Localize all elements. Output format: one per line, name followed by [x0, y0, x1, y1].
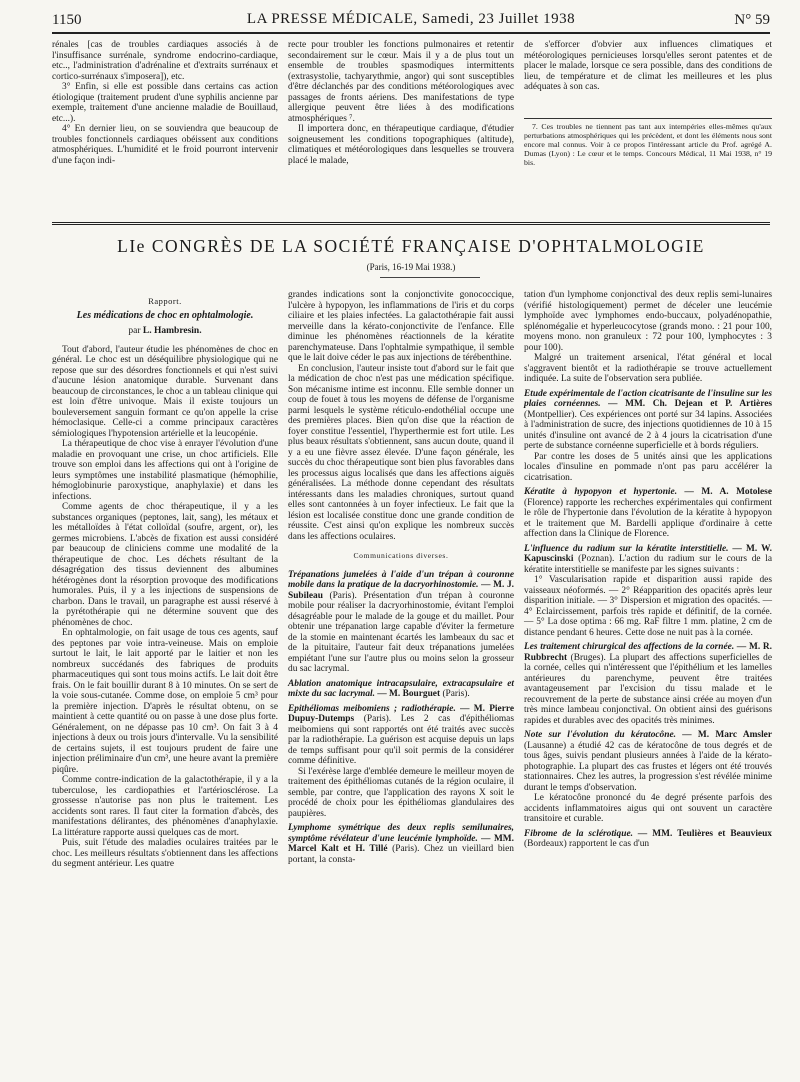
paragraph [288, 704, 514, 767]
paragraph: Le kératocône prononcé du 4e degré présente parfois des accidents inflammatoires aigus qui ont souvent un caractère transitoire et curable. [524, 793, 772, 824]
communication-text: Ces expériences ont porté sur 34 lapins. Associées à l'administration de sucre, des injections quotidiennes de 10 à 15 unités d'insuline ont avancé de 2 à 4 jours la cicatrisation d'une perte de substance cornéenne superficielle et à bords réguliers. [524, 409, 772, 451]
paragraph: Malgré un traitement arsenical, l'état général et local s'aggravent bientôt et la radiothérapie se trouve actuellement indiquée. La suite de l'observation sera publiée. [524, 353, 772, 384]
paragraph: Par contre les doses de 5 unités ainsi que les applications locales d'insuline en pommade n'ont pas paru accélérer la cicatrisation. [524, 451, 772, 483]
paragraph: Comme contre-indication de la galactothérapie, il y a la tuberculose, les cardiopathies et l'artériosclérose. La grossesse n'autorise pas non plus le traitement. Les accidents sont rares. Il faut citer la formation d'abcès, des manifestations délirantes, des phénomènes d'anaphylaxie. La littérature rapporte aussi quelques cas de mort. [52, 775, 278, 838]
issue-number: N° 59 [734, 12, 770, 28]
report-title: Les médications de choc en ophtalmologie. [76, 309, 254, 321]
communication-place: (Lausanne) [524, 740, 571, 751]
paragraph: 3° Enfin, si elle est possible dans certains cas action étiologique (traitement prudent d'une syphilis ancienne par exemple, traitement d'une ancienne maladie de Bouillaud, etc...). [52, 82, 278, 124]
running-header [52, 10, 770, 34]
communication-place: (Paris). [329, 590, 364, 601]
paragraph: En ophtalmologie, on fait usage de tous ces agents, sauf des peptones par voie intra-veineuse. Mais on emploie surtout le lait, le lait apporté par le laitier et non les nombreux succédanés des fabriques de produits pharmaceutiques qui sont tous moins actifs. Le lait doit être frais. On le fait bouillir durant 8 à 10 minutes. On se sert de la voie sous-cutanée. Comme dose, on emploie 5 cm³ pour la première injection. D'après le résultat obtenu, on se maintient à cette quantité ou on passe à une dose plus forte. Généralement, on ne dépasse pas 10 cm³. On fait 3 à 4 injections à deux ou trois jours d'intervalle. Vu la sensibilité de certains sujets, il est toujours prudent de faire une injection préliminaire d'un cm³, une heure avant la première piqûre. [52, 628, 278, 775]
communications-list [288, 570, 514, 866]
paragraph: Puis, suit l'étude des maladies oculaires traitées par le choc. Les meilleurs résultats s'obtiennent dans les affections du segment antérieur. Les quatre [52, 838, 278, 869]
communication-author: MM. Ch. Dejean et P. Artières [625, 399, 773, 409]
congress-title: LIe CONGRÈS DE LA SOCIÉTÉ FRANÇAISE D'OPHTALMOLOGIE [117, 236, 705, 256]
communication-title: Trépanations jumelées à l'aide d'un trépan à couronne mobile dans la pratique de la dacryorhinostomie. — [288, 569, 514, 590]
paragraph: Tout d'abord, l'auteur étudie les phénomènes de choc en général. Le choc est un déséquilibre physiologique qui ne repose que sur des désordres fonctionnels et qui n'est suivi d'aucune lésion anatomique durable. Survenant dans beaucoup de circonstances, le choc a un tableau clinique qui est loin d'être univoque. Mais il existe toujours un bouleversement sanguin formant ce qu'on appelle la crise hémoclasique. Celle-ci a comme principaux caractères sémiologiques l'hypotension artérielle et la leucopénie. [52, 344, 278, 439]
communication-place: (Poznan). [578, 554, 620, 564]
body-column-2-text [288, 290, 514, 542]
communication-title: Lymphome symétrique des deux replis semilunaires, symptôme révélateur d'une leucémie lymphoïde. — [288, 823, 514, 844]
communication-title: Fibrome de la sclérotique. — [524, 828, 653, 839]
top-column-1 [52, 40, 278, 166]
paragraph: tation d'un lymphome conjonctival des deux replis semi-lunaires (vérifié histologiquement) permet de déceler une leucémie lymphoïde avec lymphomes endo-buccaux, polyadénopathie, splénomégalie et hyperleucocytose (grands mono. : 21 pour 100, moyens mono. non granuleux : 72 pour 100, lymphocytes : 3 pour 100). [524, 290, 772, 353]
communication-text: La plupart des affections superficielles de la cornée, celles qui n'intéressent que l'épithélium et les lamelles antérieures du parenchyme, peuvent être traitées avantageusement par l'excision du tissu malade et le recouvrement de la perte de substance ainsi créée au moyen d'un très mince lambeau conjonctival. On obtient ainsi des guérisons rapides et durables avec des opacités très minimes. [524, 652, 772, 726]
communication-place: (Florence) [524, 497, 566, 508]
paragraph [524, 730, 772, 793]
communication-title: Les traitement chirurgical des affections de la cornée. — [524, 642, 749, 652]
section-divider [52, 222, 770, 225]
communication-place: (Bordeaux) [524, 839, 570, 849]
communication-place: (Montpellier). [524, 409, 580, 420]
communication-author: M. Pierre Dupuy-Dutemps [288, 703, 515, 724]
paragraph: grandes indications sont la conjonctivite gonococcique, l'ulcère à hypopyon, les inflammations de l'iris et du corps ciliaire et les plaies infectées. La galactothérapie fait aussi merveille dans la kérato-conjonctivite de l'enfance. Elle diminue les phénomènes réactionnels de la kératite parenchymateuse. Dans l'ophtalmie sympathique, il semble que le lait doive céder le pas aux injections de térébenthine. [288, 290, 514, 363]
communication-title: L'influence du radium sur la kératite interstitielle. — [524, 543, 747, 554]
communication-text: rapporte les recherches expérimentales qui confirment le rôle de l'hypertonie dans l'évolution de la kératite à hypopyon et le traitement que M. Bardelli applique d'ordinaire à cette affection dans la Clinique de Florence. [524, 497, 773, 539]
paragraph [288, 679, 514, 700]
communication-title: Ablation anatomique intracapsulaire, extracapsulaire et mixte du sac lacrymal. — [288, 678, 514, 699]
page-number: 1150 [52, 12, 82, 28]
paragraph [524, 642, 772, 726]
communication-author: M. Marc Amsler [697, 730, 772, 740]
paragraph: de s'efforcer d'obvier aux influences climatiques et météorologiques pernicieuses lorsqu'elles seront patentes et de placer le malade, lorsque ce sera possible, dans des conditions de lieu, de température et de climat les meilleures et les plus adéquates à son cas. [524, 40, 772, 92]
communication-author: M. Bourguet [389, 689, 443, 699]
paragraph: En conclusion, l'auteur insiste tout d'abord sur le fait que la médication de choc n'est pas une médication spécifique. Son mécanisme intime est inconnu. Elle semble donner un coup de fouet à tous les moyens de défense de l'organisme parmi lesquels le système réticulo-endothélial occupe une des premières places. Bien qu'on dise que la réaction de foyer constitue l'essentiel, l'hyperthermie est fort utile. Les plus beaux résultats s'obtiennent, sans aucun doute, quand il y a eu une fièvre assez élevée. D'une façon générale, les succès du choc thérapeutique sont bien plus favorables dans les processus aigus localisés que dans les affections aiguës généralisées. La méthode donne cependant des résultats intéressants dans les maladies chroniques, surtout quand elles sont cantonnées à un foyer infectieux. Le fait que la lésion est localisée constitue donc une grande condition de réussite. C'est ainsi qu'on explique les nombreux succès dans les affections oculaires. [288, 363, 514, 542]
body-column-2 [288, 290, 514, 865]
congress-subtitle: (Paris, 16-19 Mai 1938.) [366, 262, 456, 272]
report-author [52, 326, 278, 337]
communication-author: M. A. Motolese [701, 487, 772, 497]
paragraph: 4° En dernier lieu, on se souviendra que beaucoup de troubles fonctionnels cardiaques obéissent aux conditions atmosphériques. L'humidité et le froid pourront intervenir d'une façon indi- [52, 124, 278, 166]
communication-title: Kératite à hypopyon et hypertonie. — [524, 487, 702, 497]
top-column-2 [288, 40, 514, 166]
top-column-3 [524, 40, 772, 93]
communication-title: Note sur l'évolution du kératocône. — [524, 730, 698, 740]
paragraph: Comme agents de choc thérapeutique, il y a les substances organiques (peptones, lait, sang), les métaux et les métalloïdes à l'état colloïdal (soufre, argent, or), les germes microbiens. L'abcès de fixation est aussi considéré par beaucoup de cliniciens comme une modalité de la thérapeutique de choc. Les déchets résultant de la désagrégation des tissus deviennent des albumines hétérogènes dont la résorption provoque des modifications humorales. Puis, il y a les injections de suspensions de charbon. Dans le travail, un paragraphe est aussi réservé à la pyrétothérapie qui ne détermine souvent que des phénomènes de choc. [52, 502, 278, 628]
paragraph: recte pour troubler les fonctions pulmonaires et retentir secondairement sur le cœur. Mais il y a de plus tout un ensemble de troubles spasmodiques intermittents (extrasystolie, tachyarythmie, angor) qui sont susceptibles d'être déclanchés par des conditions météorologiques avec passages de fronts aériens. Des manifestations de type allergique peuvent être liées à des modifications atmosphériques ⁷. [288, 40, 514, 124]
communication-text: Chez un vieillard bien portant, la consta- [288, 844, 514, 865]
communications-label: Communications diverses. [353, 551, 449, 560]
communication-text: Les 2 cas d'épithéliomas meibomiens qui sont rapportés ont été traités avec succès par la radiothérapie. La guérison est acquise depuis un laps de temps suffisant pour qu'il soit permis de la considérer comme définitive. [288, 714, 514, 766]
body-column-3 [524, 290, 772, 850]
paragraph [524, 544, 772, 576]
footnote-text: 7. Ces troubles ne tiennent pas tant aux intempéries elles-mêmes qu'aux perturbations atmosphériques qui les précèdent, et dont les éléments nous sont encore mal connus. Voir à ce propos l'intéressant article du Prof. agrégé A. Dumas (Lyon) : Le cœur et le temps. Concours Médical, 11 Mai 1938, n° 19 bis. [524, 122, 772, 167]
paragraph: 1° Vascularisation rapide et disparition aussi rapide des vaisseaux néoformés. — 2° Réapparition des opacités après leur disparition initiale. — 3° Dispersion et migration des opacités. — 4° Eclaircissement, parfois très rapide et définitif, de la cornée. — 5° La dose optima : 66 mg. RaF filtre 1 mm. platine, 2 cm de distance pendant 6 heures. Cette dose ne nuit pas à la cornée. [524, 575, 772, 638]
communication-text: rapportent le cas d'un [569, 839, 650, 849]
paragraph [288, 823, 514, 865]
communication-title: Epithéliomas meibomiens ; radiothérapie. — [288, 703, 474, 714]
journal-title: LA PRESSE MÉDICALE, Samedi, 23 Juillet 1938 [246, 11, 576, 27]
body-column-1-text [52, 345, 278, 870]
paragraph: Si l'exérèse large d'emblée demeure le meilleur moyen de traitement des épithéliomas cutanés de la région oculaire, il semble, par contre, que l'application des rayons X soit le procédé de choix pour les épithéliomas glandulaires des paupières. [288, 766, 514, 819]
communication-place: (Paris). [392, 844, 425, 854]
communication-place: (Bruges). [570, 652, 610, 663]
footnote [524, 118, 772, 167]
subtitle-rule [380, 277, 480, 278]
communication-author: M. W. Kapuscinski [524, 543, 772, 564]
report-label: Rapport. [148, 296, 182, 306]
paragraph: La thérapeutique de choc vise à enrayer l'évolution d'une maladie en provoquant une crise, un choc artificiels. Elle trouve son emploi dans les affections qui ont à l'origine de leurs symptômes une instabilité plasmatique (hémophilie, hémoglobinurie paroxystique, anaphylaxie) et dans les infections. [52, 439, 278, 502]
communication-author: MM. Teulières et Beauvieux [652, 828, 772, 839]
paragraph [524, 389, 772, 452]
paragraph [524, 829, 772, 850]
author-name: L. Hambresin. [142, 326, 202, 336]
communication-title: Etude expérimentale de l'action cicatrisante de l'insuline sur les plaies cornéennes. — [524, 388, 772, 409]
communication-place: (Paris). [442, 689, 470, 699]
communication-author: M. J. Subileau [288, 580, 514, 601]
paragraph [288, 570, 514, 675]
communication-author: MM. Marcel Kalt et H. Tillé [288, 833, 514, 854]
paragraph [524, 487, 772, 540]
body-column-1 [52, 290, 278, 870]
paragraph: rénales [cas de troubles cardiaques associés à de l'insuffisance surrénale, syndrome endocrino-cardiaque, etc.., l'administration d'adrénaline et d'extraits surrénaux et cortico-surrénaux s'imposera]), etc. [52, 40, 278, 82]
communication-text: Présentation d'un trépan à couronne mobile pour réaliser la dacryorhinostomie, évitant l'emploi désagréable pour le malade de la gouge et du maillet. Pour obtenir une trépanation large capable d'éviter la fermeture de la stomie en maintenant écartés les lambeaux du sac et de la pituitaire, l'auteur fait deux trépanations jumelées empiétant l'une sur l'autre plus ou moins selon la grosseur du sac lacrymal. [288, 590, 515, 674]
communication-text: a étudié 42 cas de kératocône de tous degrés et de tous âges, suivis pendant plusieurs années à l'aide de la kérato-photographie. La plupart des cas frustes et légers ont été trouvés stationnaires. Chez les autres, la progression s'est révélée minime durant le temps d'observation. [524, 740, 772, 793]
communication-place: (Paris). [363, 714, 401, 724]
author-prefix: par [128, 326, 143, 336]
communication-author: M. R. Rubbrecht [524, 642, 773, 663]
paragraph: Il importera donc, en thérapeutique cardiaque, d'étudier soigneusement les conditions topographiques (altitude), climatiques et météorologiques dans lesquelles se trouvera placé le malade, [288, 124, 514, 166]
communication-text: L'action du radium sur le cours de la kératite interstitielle se manifeste par les signes suivants : [524, 554, 772, 575]
